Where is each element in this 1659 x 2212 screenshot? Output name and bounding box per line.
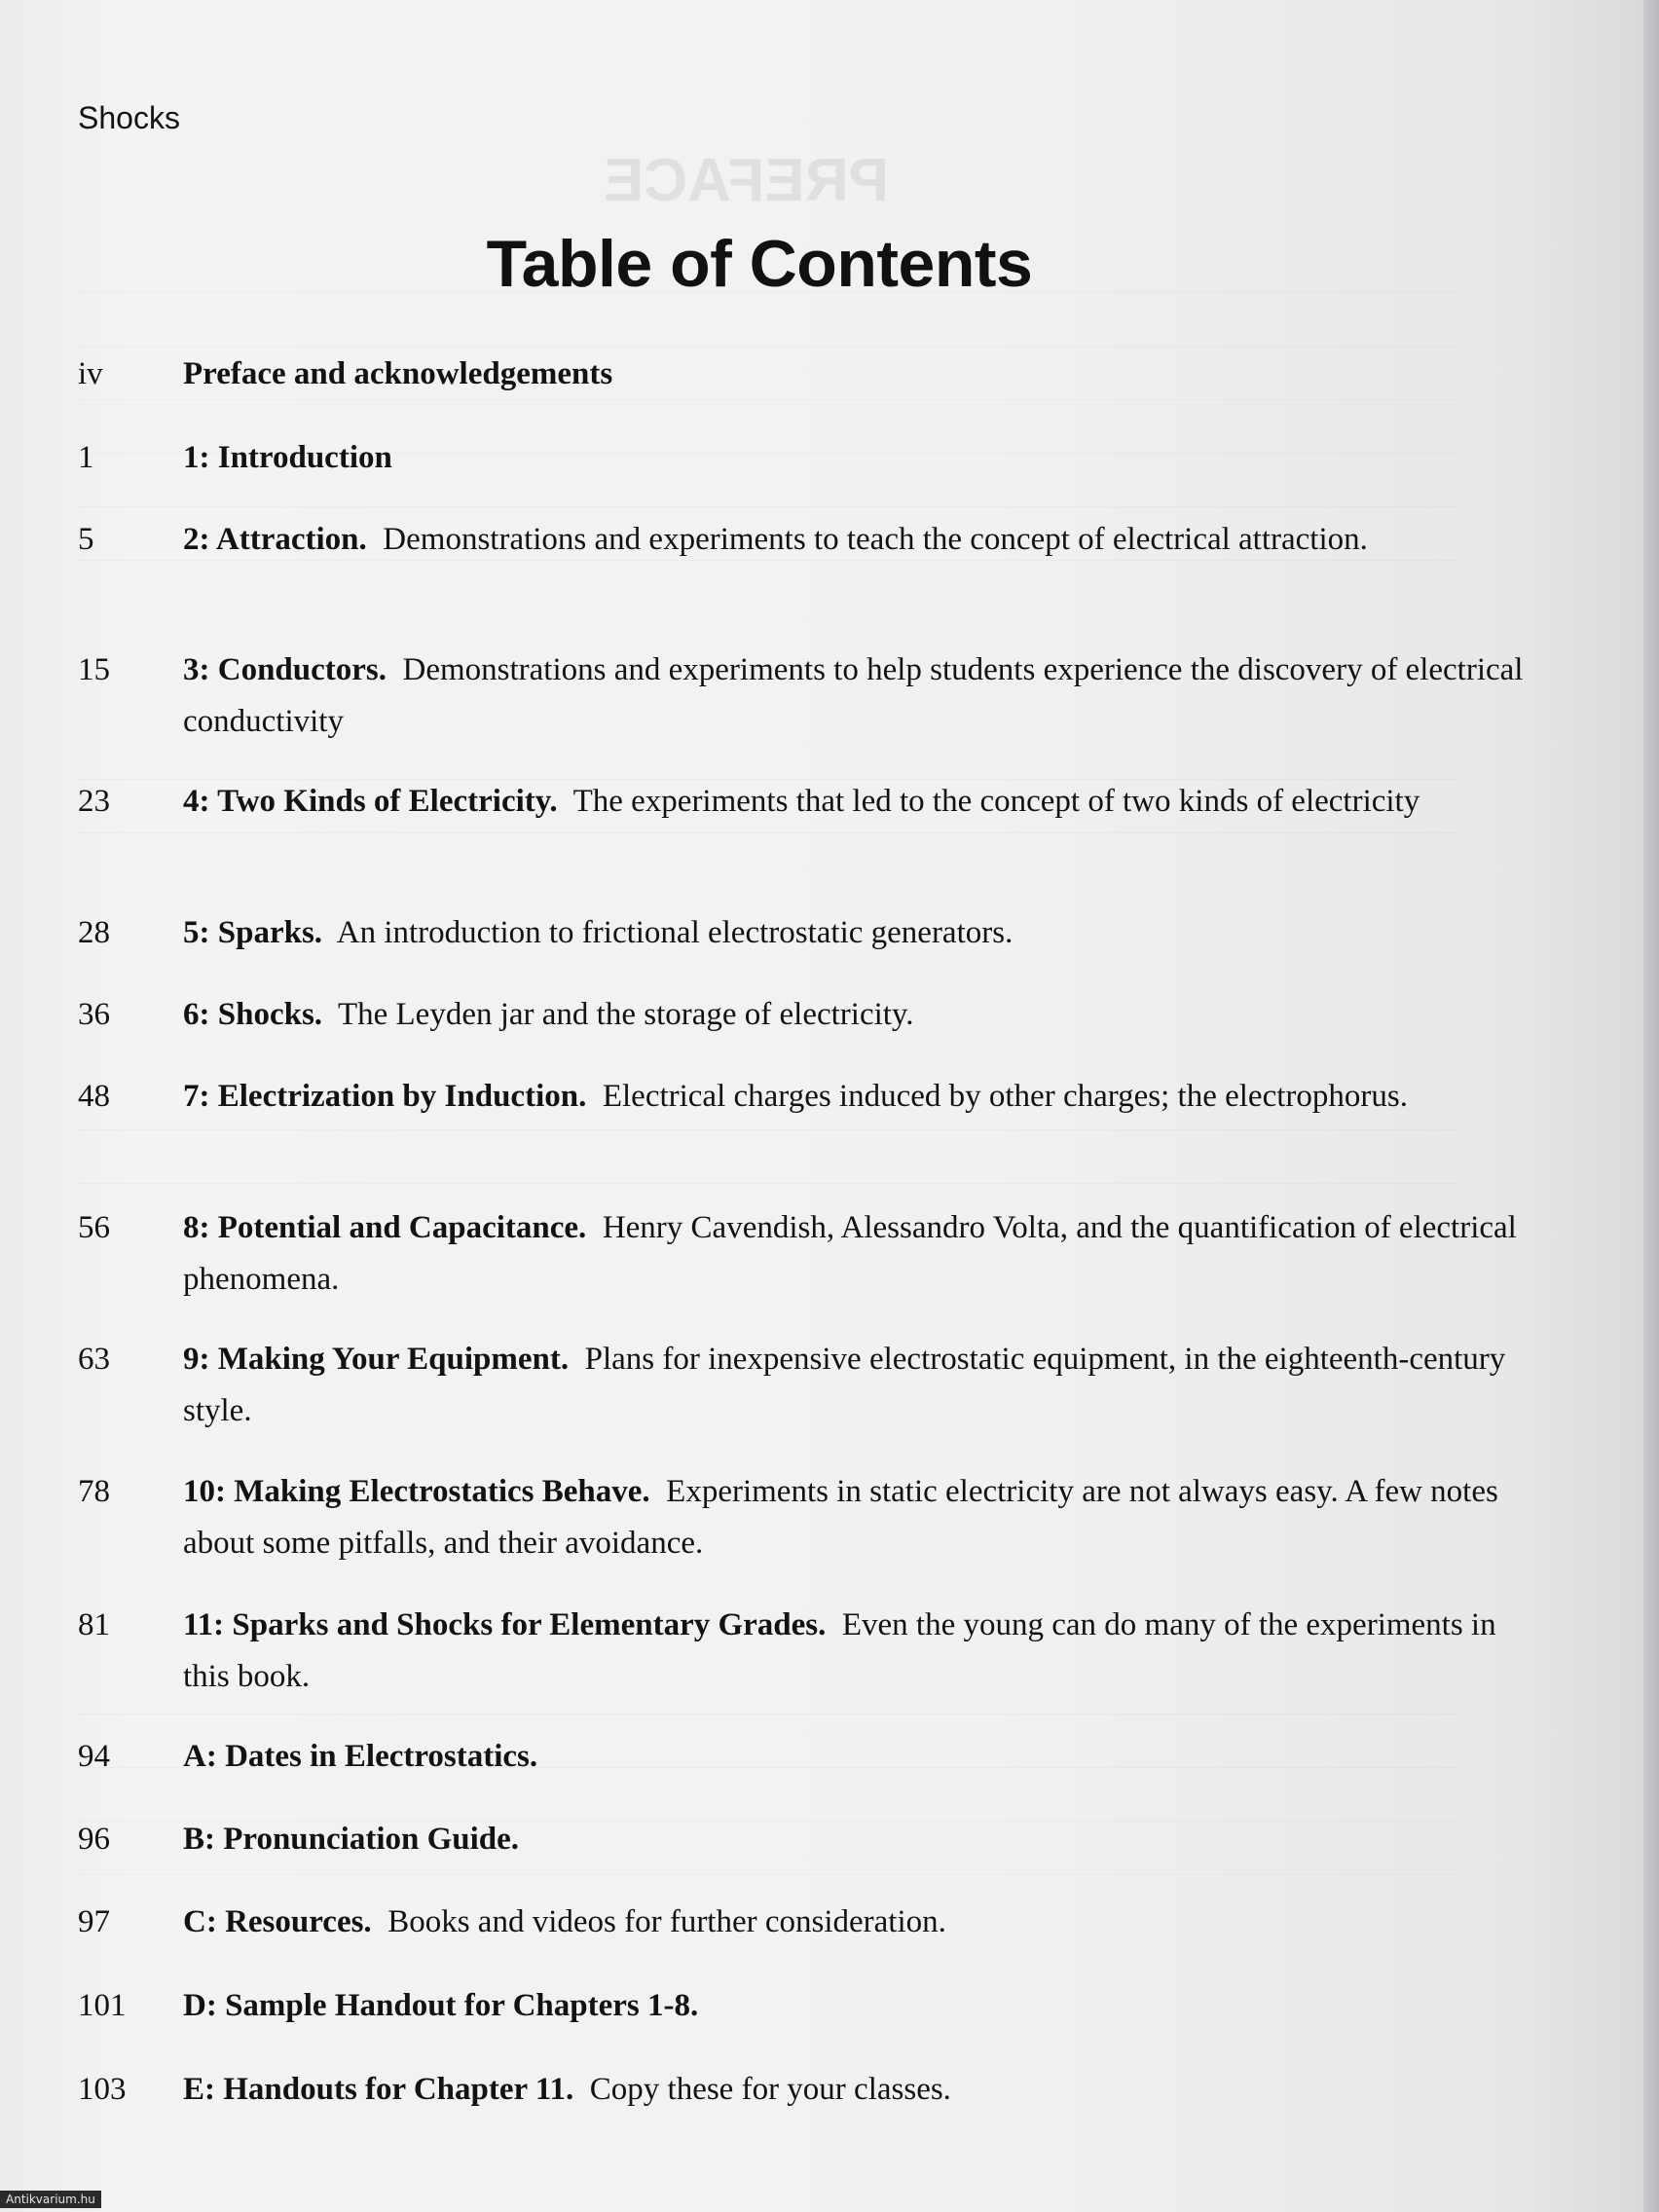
toc-heading: 6: Shocks. [183, 997, 323, 1032]
toc-heading: C: Resources. [183, 1904, 372, 1939]
toc-entry-text [183, 1980, 1527, 2032]
toc-heading: 2: Attraction. [183, 522, 367, 557]
toc-description: Henry Cavendish, Alessandro Volta, and the quantification of electrical phenomena. [183, 1210, 1517, 1297]
toc-description: The Leyden jar and the storage of electricity. [337, 997, 914, 1032]
toc-entry-text [183, 1600, 1527, 1703]
toc-description: Demonstrations and experiments to help students experience the discovery of electrical conductivity [183, 652, 1524, 739]
toc-entry-text [183, 1466, 1527, 1569]
page-edge [1643, 0, 1659, 2212]
toc-page-number: 96 [78, 1822, 110, 1857]
toc-entry-text [183, 1202, 1527, 1306]
toc-description: Electrical charges induced by other charges; the electrophorus. [602, 1079, 1408, 1114]
show-through-heading: PREFACE [604, 147, 889, 214]
toc-entry-text [183, 432, 1527, 484]
toc-page-number: 1 [78, 440, 94, 475]
toc-page-number: 56 [78, 1210, 110, 1245]
toc-page-number: 5 [78, 522, 94, 557]
toc-heading: 5: Sparks. [183, 915, 323, 950]
toc-page-number: 63 [78, 1342, 110, 1377]
toc-page-number: 36 [78, 997, 110, 1032]
toc-heading: 11: Sparks and Shocks for Elementary Grades. [183, 1607, 827, 1642]
toc-heading: 7: Electrization by Induction. [183, 1079, 587, 1114]
toc-heading: 10: Making Electrostatics Behave. [183, 1474, 650, 1509]
toc-page-number: 15 [78, 652, 110, 687]
toc-entry-text [183, 776, 1527, 828]
toc-page-number: 97 [78, 1904, 110, 1939]
toc-page-number: 101 [78, 1988, 127, 2023]
toc-heading: A: Dates in Electrostatics. [183, 1739, 538, 1774]
toc-page-number: 48 [78, 1079, 110, 1114]
toc-entry-text [183, 1814, 1527, 1865]
toc-entry-text [183, 989, 1527, 1041]
toc-page-number: 23 [78, 784, 110, 819]
toc-entry-text [183, 514, 1527, 566]
toc-entry-text [183, 1731, 1527, 1783]
toc-heading: E: Handouts for Chapter 11. [183, 2072, 574, 2107]
toc-entry-text [183, 2064, 1527, 2116]
toc-heading: 3: Conductors. [183, 652, 387, 687]
toc-description: An introduction to frictional electrostatic generators. [336, 915, 1014, 950]
toc-entry-text [183, 349, 1527, 400]
toc-description: Books and videos for further consideration. [387, 1904, 946, 1939]
toc-page-number: 78 [78, 1474, 110, 1509]
toc-entry-text [183, 1334, 1527, 1437]
toc-page-number: 94 [78, 1739, 110, 1774]
toc-description: The experiments that led to the concept of two kinds of electricity [572, 784, 1420, 819]
page-title: Table of Contents [486, 227, 1033, 301]
toc-heading: 4: Two Kinds of Electricity. [183, 784, 558, 819]
toc-description: Even the young can do many of the experiments in this book. [183, 1607, 1496, 1694]
toc-entry-text [183, 1897, 1527, 1948]
toc-page-number: iv [78, 356, 103, 391]
running-head: Shocks [78, 100, 180, 135]
toc-description: Demonstrations and experiments to teach the concept of electrical attraction. [383, 522, 1368, 557]
toc-entry-text [183, 1071, 1527, 1123]
toc-heading: 8: Potential and Capacitance. [183, 1210, 587, 1245]
toc-page-number: 81 [78, 1607, 110, 1642]
toc-entry-text [183, 645, 1527, 748]
toc-heading: 9: Making Your Equipment. [183, 1342, 570, 1377]
toc-description: Copy these for your classes. [589, 2072, 951, 2107]
toc-heading: Preface and acknowledgements [183, 356, 613, 391]
toc-page-number: 28 [78, 915, 110, 950]
toc-description: Plans for inexpensive electrostatic equipment, in the eighteenth-century style. [183, 1342, 1506, 1428]
toc-description: Experiments in static electricity are not always easy. A few notes about some pitfalls, and their avoidance. [183, 1474, 1498, 1561]
toc-heading: 1: Introduction [183, 440, 392, 475]
toc-heading: D: Sample Handout for Chapters 1-8. [183, 1988, 699, 2023]
toc-heading: B: Pronunciation Guide. [183, 1822, 520, 1857]
toc-page-number: 103 [78, 2072, 127, 2107]
toc-entry-text [183, 907, 1527, 959]
watermark-label: Antikvarium.hu [0, 2191, 101, 2208]
